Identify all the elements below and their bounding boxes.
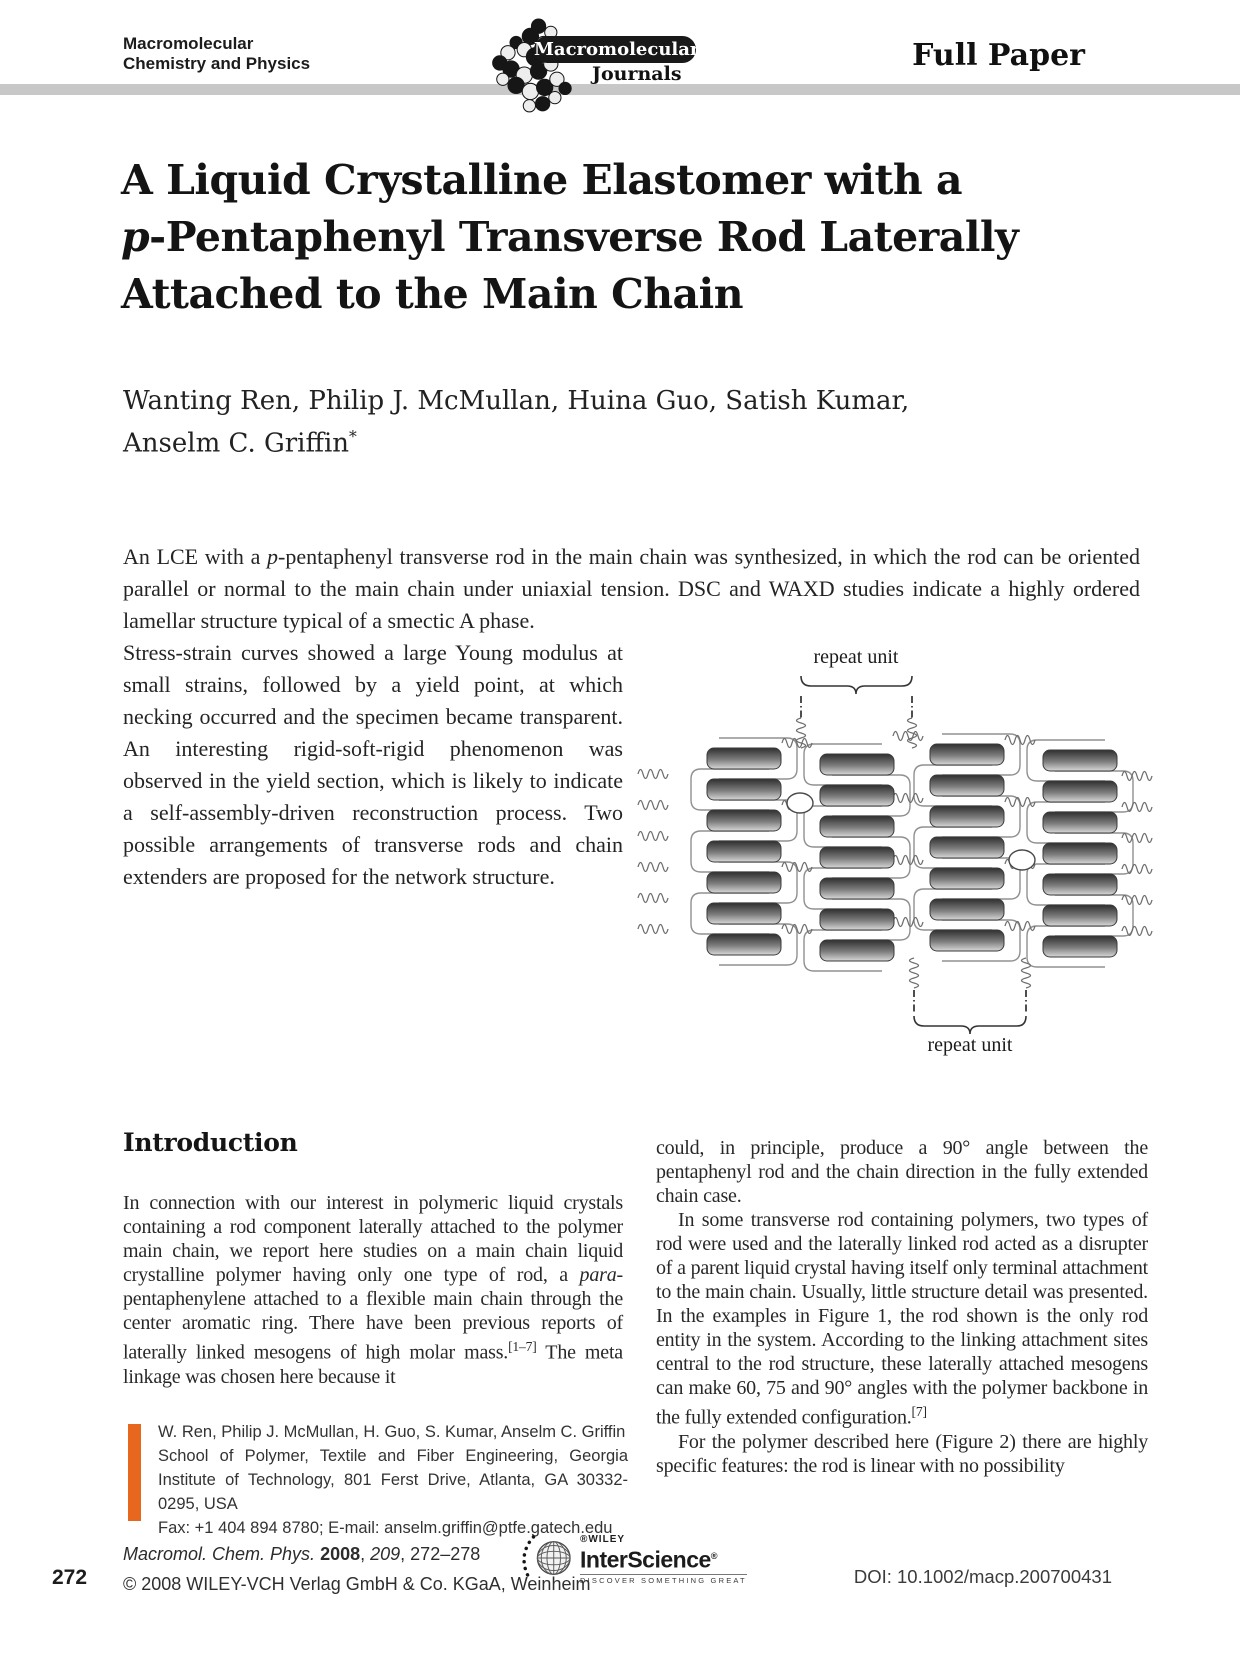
- page-number: 272: [52, 1566, 88, 1589]
- wiley-label: ®WILEY: [580, 1534, 626, 1545]
- body-paragraph-1: could, in principle, produce a 90° angle between the pentaphenyl rod and the chain direction in the fully extended chain case.: [656, 1137, 1148, 1207]
- wiley-tagline: DISCOVER SOMETHING GREAT: [580, 1575, 747, 1585]
- authors-line-2: [123, 419, 909, 462]
- citation-journal: Macromol. Chem. Phys.: [123, 1544, 316, 1564]
- doi-label: DOI: 10.1002/macp.200700431: [853, 1566, 1112, 1587]
- column-left: [123, 1128, 623, 1389]
- citation-separator: ,: [360, 1544, 371, 1564]
- wiley-interscience-logo: [518, 1534, 747, 1585]
- intro-heading: Introduction: [123, 1128, 298, 1157]
- repeat-unit-guides-top: [801, 696, 912, 718]
- intro-text: In connection with our interest in polymeric liquid crystals containing a rod component laterally attached to the polymer main chain, we report here studies on a main chain liquid crystalline polymer having only one type of rod, a: [123, 1192, 623, 1286]
- intro-text-end: The meta linkage was chosen here because it: [123, 1341, 623, 1388]
- intro-italic-para: para: [579, 1264, 617, 1286]
- crosslink-ring: [787, 793, 813, 813]
- header-band: [0, 84, 1240, 95]
- abstract-wrapped-column: Stress-strain curves showed a large Young modulus at small strains, followed by a yield point, at which necking occurred and the specimen became transparent. An interesting rigid-soft-rigid phenomenon was observed in the yield section, which is likely to indicate a self-assembly-driven reconstruction process. Two possible arrangements of transverse rods and chain extenders are proposed for the network structure.: [123, 640, 623, 889]
- citation-year: 2008: [315, 1544, 361, 1564]
- citation-ref-7: [7]: [911, 1404, 927, 1419]
- journal-logo-brand: Macromolecular: [534, 36, 696, 63]
- molecule-icon: [478, 16, 593, 118]
- repeat-unit-brace-top: [801, 676, 912, 694]
- footnote-text: [158, 1420, 628, 1540]
- repeat-unit-label-top: repeat unit: [813, 646, 899, 668]
- citation-pages: , 272–278: [400, 1544, 481, 1564]
- body-paragraph-2-text: In some transverse rod containing polymers, two types of rod were used and the laterally linked rod acted as a disrupter of a parent liquid crystal having itself only terminal attachment to the main chain. Usually, little structure detail was presented. In the examples in Figure 1, the rod shown is the only rod entity in the system. According to the linking attachment sites central to the rod structure, these laterally attached mesogens can make 60, 75 and 90° angles with the polymer backbone in the fully extended configuration.: [656, 1209, 1148, 1429]
- title-line-3: Attached to the Main Chain: [121, 270, 743, 318]
- intro-paragraph: [123, 1191, 623, 1389]
- journal-citation: [123, 1544, 480, 1565]
- footnote-authors: W. Ren, Philip J. McMullan, H. Guo, S. Kumar, Anselm C. Griffin: [158, 1423, 626, 1441]
- title-italic-p: p: [121, 213, 150, 261]
- accent-bar: [128, 1424, 141, 1521]
- title-line-1: A Liquid Crystalline Elastomer with a: [121, 156, 963, 204]
- footnote-box: [128, 1420, 628, 1540]
- interscience-label: [580, 1545, 747, 1571]
- journal-name-line2: Chemistry and Physics: [123, 54, 311, 73]
- body-paragraph-2: [656, 1208, 1148, 1430]
- globe-icon: [518, 1534, 576, 1584]
- journal-name: [123, 34, 310, 74]
- footnote-affiliation: School of Polymer, Textile and Fiber Engineering, Georgia Institute of Technology, 801 Ferst Drive, Atlanta, GA 30332-0295, USA: [158, 1447, 628, 1513]
- article-type-label: Full Paper: [912, 38, 1085, 73]
- abstract-figure: [630, 640, 1160, 1060]
- registered-mark: ®: [710, 1551, 718, 1561]
- citation-ref-1-7: [1–7]: [508, 1339, 537, 1354]
- intro-text-mid: -pentaphenylene attached to a flexible main chain through the center aromatic ring. There have been previous reports of laterally linked mesogens of high molar mass.: [123, 1264, 623, 1364]
- repeat-unit-brace-bottom: [914, 1016, 1026, 1034]
- repeat-unit-label-bottom: repeat unit: [927, 1034, 1013, 1056]
- copyright-line: © 2008 WILEY-VCH Verlag GmbH & Co. KGaA, Weinheim: [123, 1574, 591, 1594]
- column-right: [656, 1136, 1148, 1478]
- citation-volume: 209: [370, 1544, 401, 1564]
- article-title: [121, 152, 1101, 323]
- wiley-logo-text: [580, 1534, 747, 1585]
- abstract-italic-p: p: [267, 544, 279, 569]
- title-line-2: [121, 209, 1101, 266]
- abstract-full-width: [123, 541, 1140, 637]
- corresponding-author: Anselm C. Griffin: [123, 428, 350, 459]
- authors-line-1: Wanting Ren, Philip J. McMullan, Huina Guo, Satish Kumar,: [123, 386, 910, 416]
- corresponding-author-mark: *: [349, 428, 357, 446]
- abstract-text: An LCE with a: [123, 544, 268, 569]
- journal-name-line1: Macromolecular: [123, 34, 254, 53]
- crosslink-ring: [1009, 850, 1035, 870]
- journal-logo-sub: Journals: [592, 63, 682, 85]
- footnote-contact: Fax: +1 404 894 8780; E-mail: anselm.griffin@ptfe.gatech.edu: [158, 1519, 613, 1537]
- title-line-2-rest: -Pentaphenyl Transverse Rod Laterally: [149, 213, 1019, 261]
- authors: [123, 383, 909, 462]
- repeat-unit-guides-bottom: [914, 990, 1026, 1012]
- interscience-word: InterScience: [580, 1546, 711, 1573]
- body-paragraph-3: For the polymer described here (Figure 2) there are highly specific features: the rod is linear with no possibility: [656, 1430, 1148, 1477]
- abstract-text-rest: -pentaphenyl transverse rod in the main chain was synthesized, in which the rod can be oriented parallel or normal to the main chain under uniaxial tension. DSC and WAXD studies indicate a highly ordered lamellar structure typical of a smectic A phase.: [123, 544, 1140, 633]
- network-diagram: [630, 640, 1160, 1060]
